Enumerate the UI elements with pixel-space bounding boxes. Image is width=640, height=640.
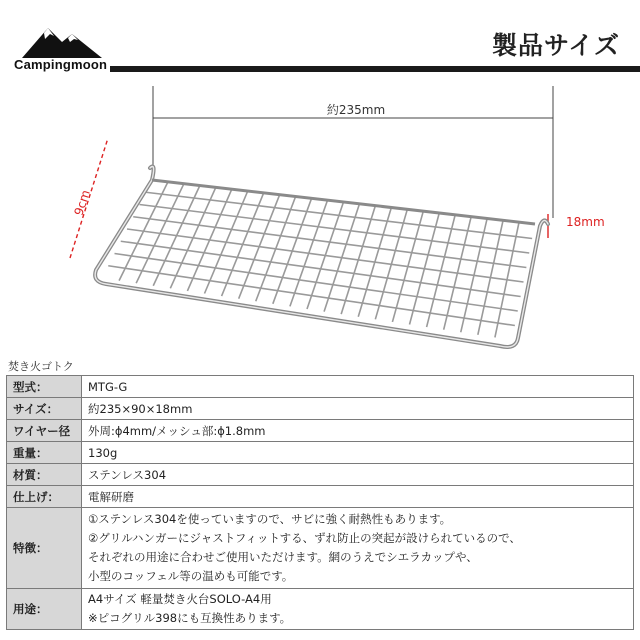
spec-label: 用途： <box>7 589 82 630</box>
spec-value <box>82 508 634 589</box>
spec-value <box>82 589 634 630</box>
spec-row-model <box>7 376 634 398</box>
spec-value: ステンレス304 <box>82 464 634 486</box>
width-label: 9cm <box>71 188 93 218</box>
spec-label: 型式： <box>7 376 82 398</box>
grate-drawing <box>0 78 640 360</box>
spec-value: 130g <box>82 442 634 464</box>
spec-label: 重量： <box>7 442 82 464</box>
mesh-wire-long <box>115 254 518 312</box>
mesh-wire-long <box>133 217 526 268</box>
spec-label: サイズ： <box>7 398 82 420</box>
spec-label: 材質： <box>7 464 82 486</box>
spec-caption: 焚き火ゴトク <box>8 360 74 373</box>
product-illustration <box>0 78 640 360</box>
feature-line: ①ステンレス304を使っていますので、サビに強く耐熱性もあります。 <box>88 512 452 526</box>
mountain-logo-icon <box>18 22 106 62</box>
spec-value: 外周:ϕ4mm/メッシュ部:ϕ1.8mm <box>82 420 634 442</box>
spec-row-size <box>7 398 634 420</box>
spec-row-wire <box>7 420 634 442</box>
spec-value: 約235×90×18mm <box>82 398 634 420</box>
grate-wires <box>108 182 532 338</box>
spec-row-weight <box>7 442 634 464</box>
spec-label: 仕上げ： <box>7 486 82 508</box>
spec-value: MTG-G <box>82 376 634 398</box>
header-rule <box>110 66 640 72</box>
usage-line: A4サイズ 軽量焚き火台SOLO-A4用 <box>88 592 272 606</box>
spec-label: 特徴： <box>7 508 82 589</box>
mesh-wire-long <box>121 241 521 296</box>
height-label: 18mm <box>566 215 605 229</box>
feature-line: 小型のコッフェル等の温めも可能です。 <box>88 569 294 583</box>
spec-row-usage <box>7 589 634 630</box>
header <box>0 0 640 80</box>
spec-table <box>6 375 634 630</box>
usage-line: ※ピコグリル398にも互換性あります。 <box>88 611 292 625</box>
feature-line: それぞれの用途に合わせご使用いただけます。網のうえでシエラカップや、 <box>88 550 478 564</box>
spec-label: ワイヤー径 <box>7 420 82 442</box>
spec-row-material <box>7 464 634 486</box>
spec-row-features <box>7 508 634 589</box>
spec-value: 電解研磨 <box>82 486 634 508</box>
feature-line: ②グリルハンガーにジャストフィットする、ずれ防止の突起が設けられているので、 <box>88 531 521 545</box>
mesh-wire-long <box>127 229 524 282</box>
page-title: 製品サイズ <box>491 31 620 60</box>
length-label: 約235mm <box>326 103 386 117</box>
spec-row-finish <box>7 486 634 508</box>
brand-name: Campingmoon <box>14 57 108 72</box>
